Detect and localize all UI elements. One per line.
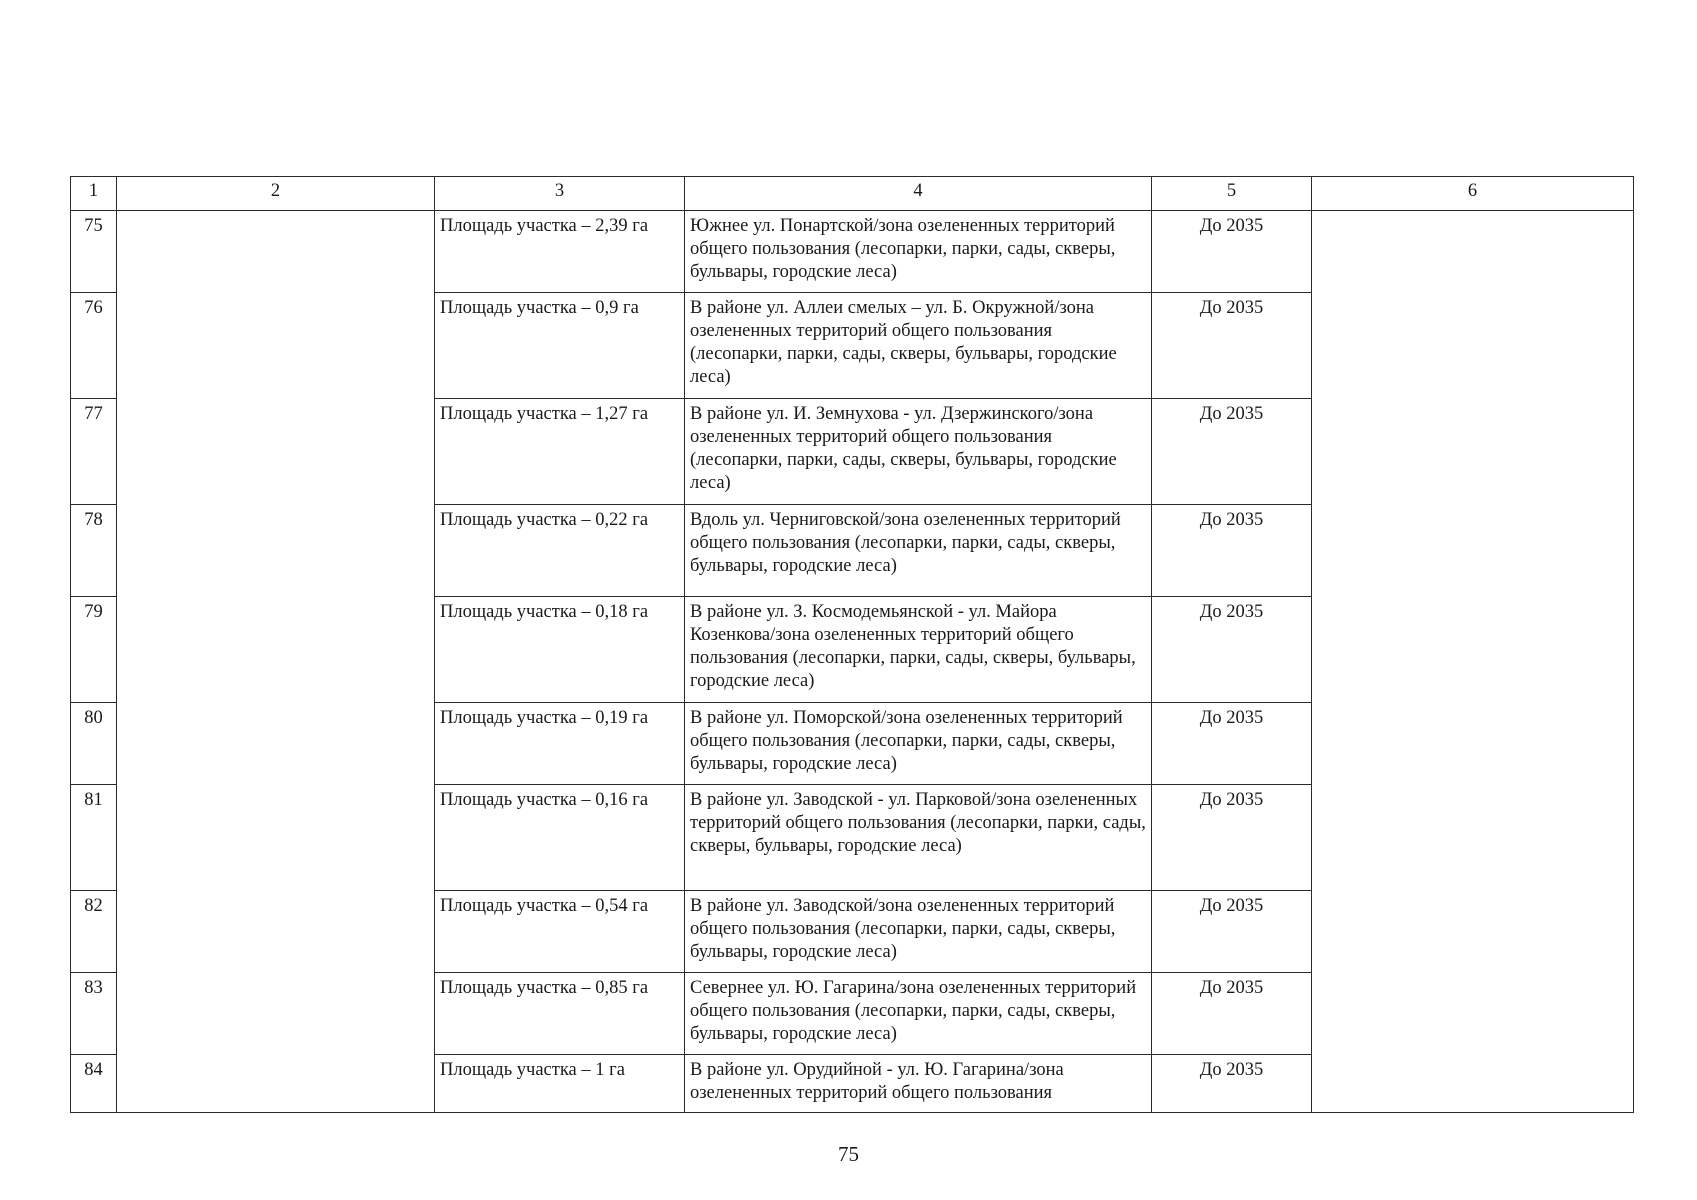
table-row [71, 211, 1634, 293]
plot-location-cell: Вдоль ул. Черниговской/зона озелененных территорий общего пользования (лесопарки, парки, сады, скверы, бульвары, городские леса) [685, 505, 1152, 597]
row-number: 80 [71, 703, 117, 785]
row-number: 79 [71, 597, 117, 703]
column-number-header-row [71, 177, 1634, 211]
row-number: 82 [71, 891, 117, 973]
column-header-5: 5 [1152, 177, 1312, 211]
row-number: 77 [71, 399, 117, 505]
column-header-1: 1 [71, 177, 117, 211]
row-number: 84 [71, 1055, 117, 1113]
column-header-6: 6 [1312, 177, 1634, 211]
page-number: 75 [838, 1142, 859, 1166]
column-header-3: 3 [435, 177, 685, 211]
plot-area-cell: Площадь участка – 0,22 га [435, 505, 685, 597]
column-2-merged-cell [117, 211, 435, 1113]
document-page [70, 176, 1633, 1113]
implementation-term-cell: До 2035 [1152, 785, 1312, 891]
plot-area-cell: Площадь участка – 0,54 га [435, 891, 685, 973]
row-number: 83 [71, 973, 117, 1055]
plot-location-cell: В районе ул. Заводской - ул. Парковой/зона озелененных территорий общего пользования (лесопарки, парки, сады, скверы, бульвары, городские леса) [685, 785, 1152, 891]
plot-area-cell: Площадь участка – 0,85 га [435, 973, 685, 1055]
column-header-2: 2 [117, 177, 435, 211]
implementation-term-cell: До 2035 [1152, 293, 1312, 399]
plot-area-cell: Площадь участка – 1 га [435, 1055, 685, 1113]
column-6-merged-cell [1312, 211, 1634, 1113]
plot-area-cell: Площадь участка – 2,39 га [435, 211, 685, 293]
plot-location-cell: В районе ул. З. Космодемьянской - ул. Майора Козенкова/зона озелененных территорий общего пользования (лесопарки, парки, сады, скверы, бульвары, городские леса) [685, 597, 1152, 703]
implementation-term-cell: До 2035 [1152, 505, 1312, 597]
plot-area-cell: Площадь участка – 0,16 га [435, 785, 685, 891]
row-number: 81 [71, 785, 117, 891]
implementation-term-cell: До 2035 [1152, 1055, 1312, 1113]
plot-location-cell: В районе ул. Поморской/зона озелененных территорий общего пользования (лесопарки, парки, сады, скверы, бульвары, городские леса) [685, 703, 1152, 785]
plot-location-cell: В районе ул. Заводской/зона озелененных территорий общего пользования (лесопарки, парки, сады, скверы, бульвары, городские леса) [685, 891, 1152, 973]
implementation-term-cell: До 2035 [1152, 973, 1312, 1055]
plot-location-cell: В районе ул. И. Земнухова - ул. Дзержинского/зона озелененных территорий общего пользования (лесопарки, парки, сады, скверы, бульвары, городские леса) [685, 399, 1152, 505]
land-plots-table [70, 176, 1634, 1113]
row-number: 75 [71, 211, 117, 293]
implementation-term-cell: До 2035 [1152, 891, 1312, 973]
plot-area-cell: Площадь участка – 0,9 га [435, 293, 685, 399]
row-number: 76 [71, 293, 117, 399]
implementation-term-cell: До 2035 [1152, 597, 1312, 703]
plot-area-cell: Площадь участка – 0,19 га [435, 703, 685, 785]
plot-area-cell: Площадь участка – 0,18 га [435, 597, 685, 703]
plot-location-cell: В районе ул. Аллеи смелых – ул. Б. Окружной/зона озелененных территорий общего пользования (лесопарки, парки, сады, скверы, бульвары, городские леса) [685, 293, 1152, 399]
implementation-term-cell: До 2035 [1152, 703, 1312, 785]
implementation-term-cell: До 2035 [1152, 399, 1312, 505]
row-number: 78 [71, 505, 117, 597]
plot-area-cell: Площадь участка – 1,27 га [435, 399, 685, 505]
plot-location-cell: Севернее ул. Ю. Гагарина/зона озелененных территорий общего пользования (лесопарки, парки, сады, скверы, бульвары, городские леса) [685, 973, 1152, 1055]
column-header-4: 4 [685, 177, 1152, 211]
plot-location-cell: В районе ул. Орудийной - ул. Ю. Гагарина/зона озелененных территорий общего пользования [685, 1055, 1152, 1113]
plot-location-cell: Южнее ул. Понартской/зона озелененных территорий общего пользования (лесопарки, парки, сады, скверы, бульвары, городские леса) [685, 211, 1152, 293]
implementation-term-cell: До 2035 [1152, 211, 1312, 293]
